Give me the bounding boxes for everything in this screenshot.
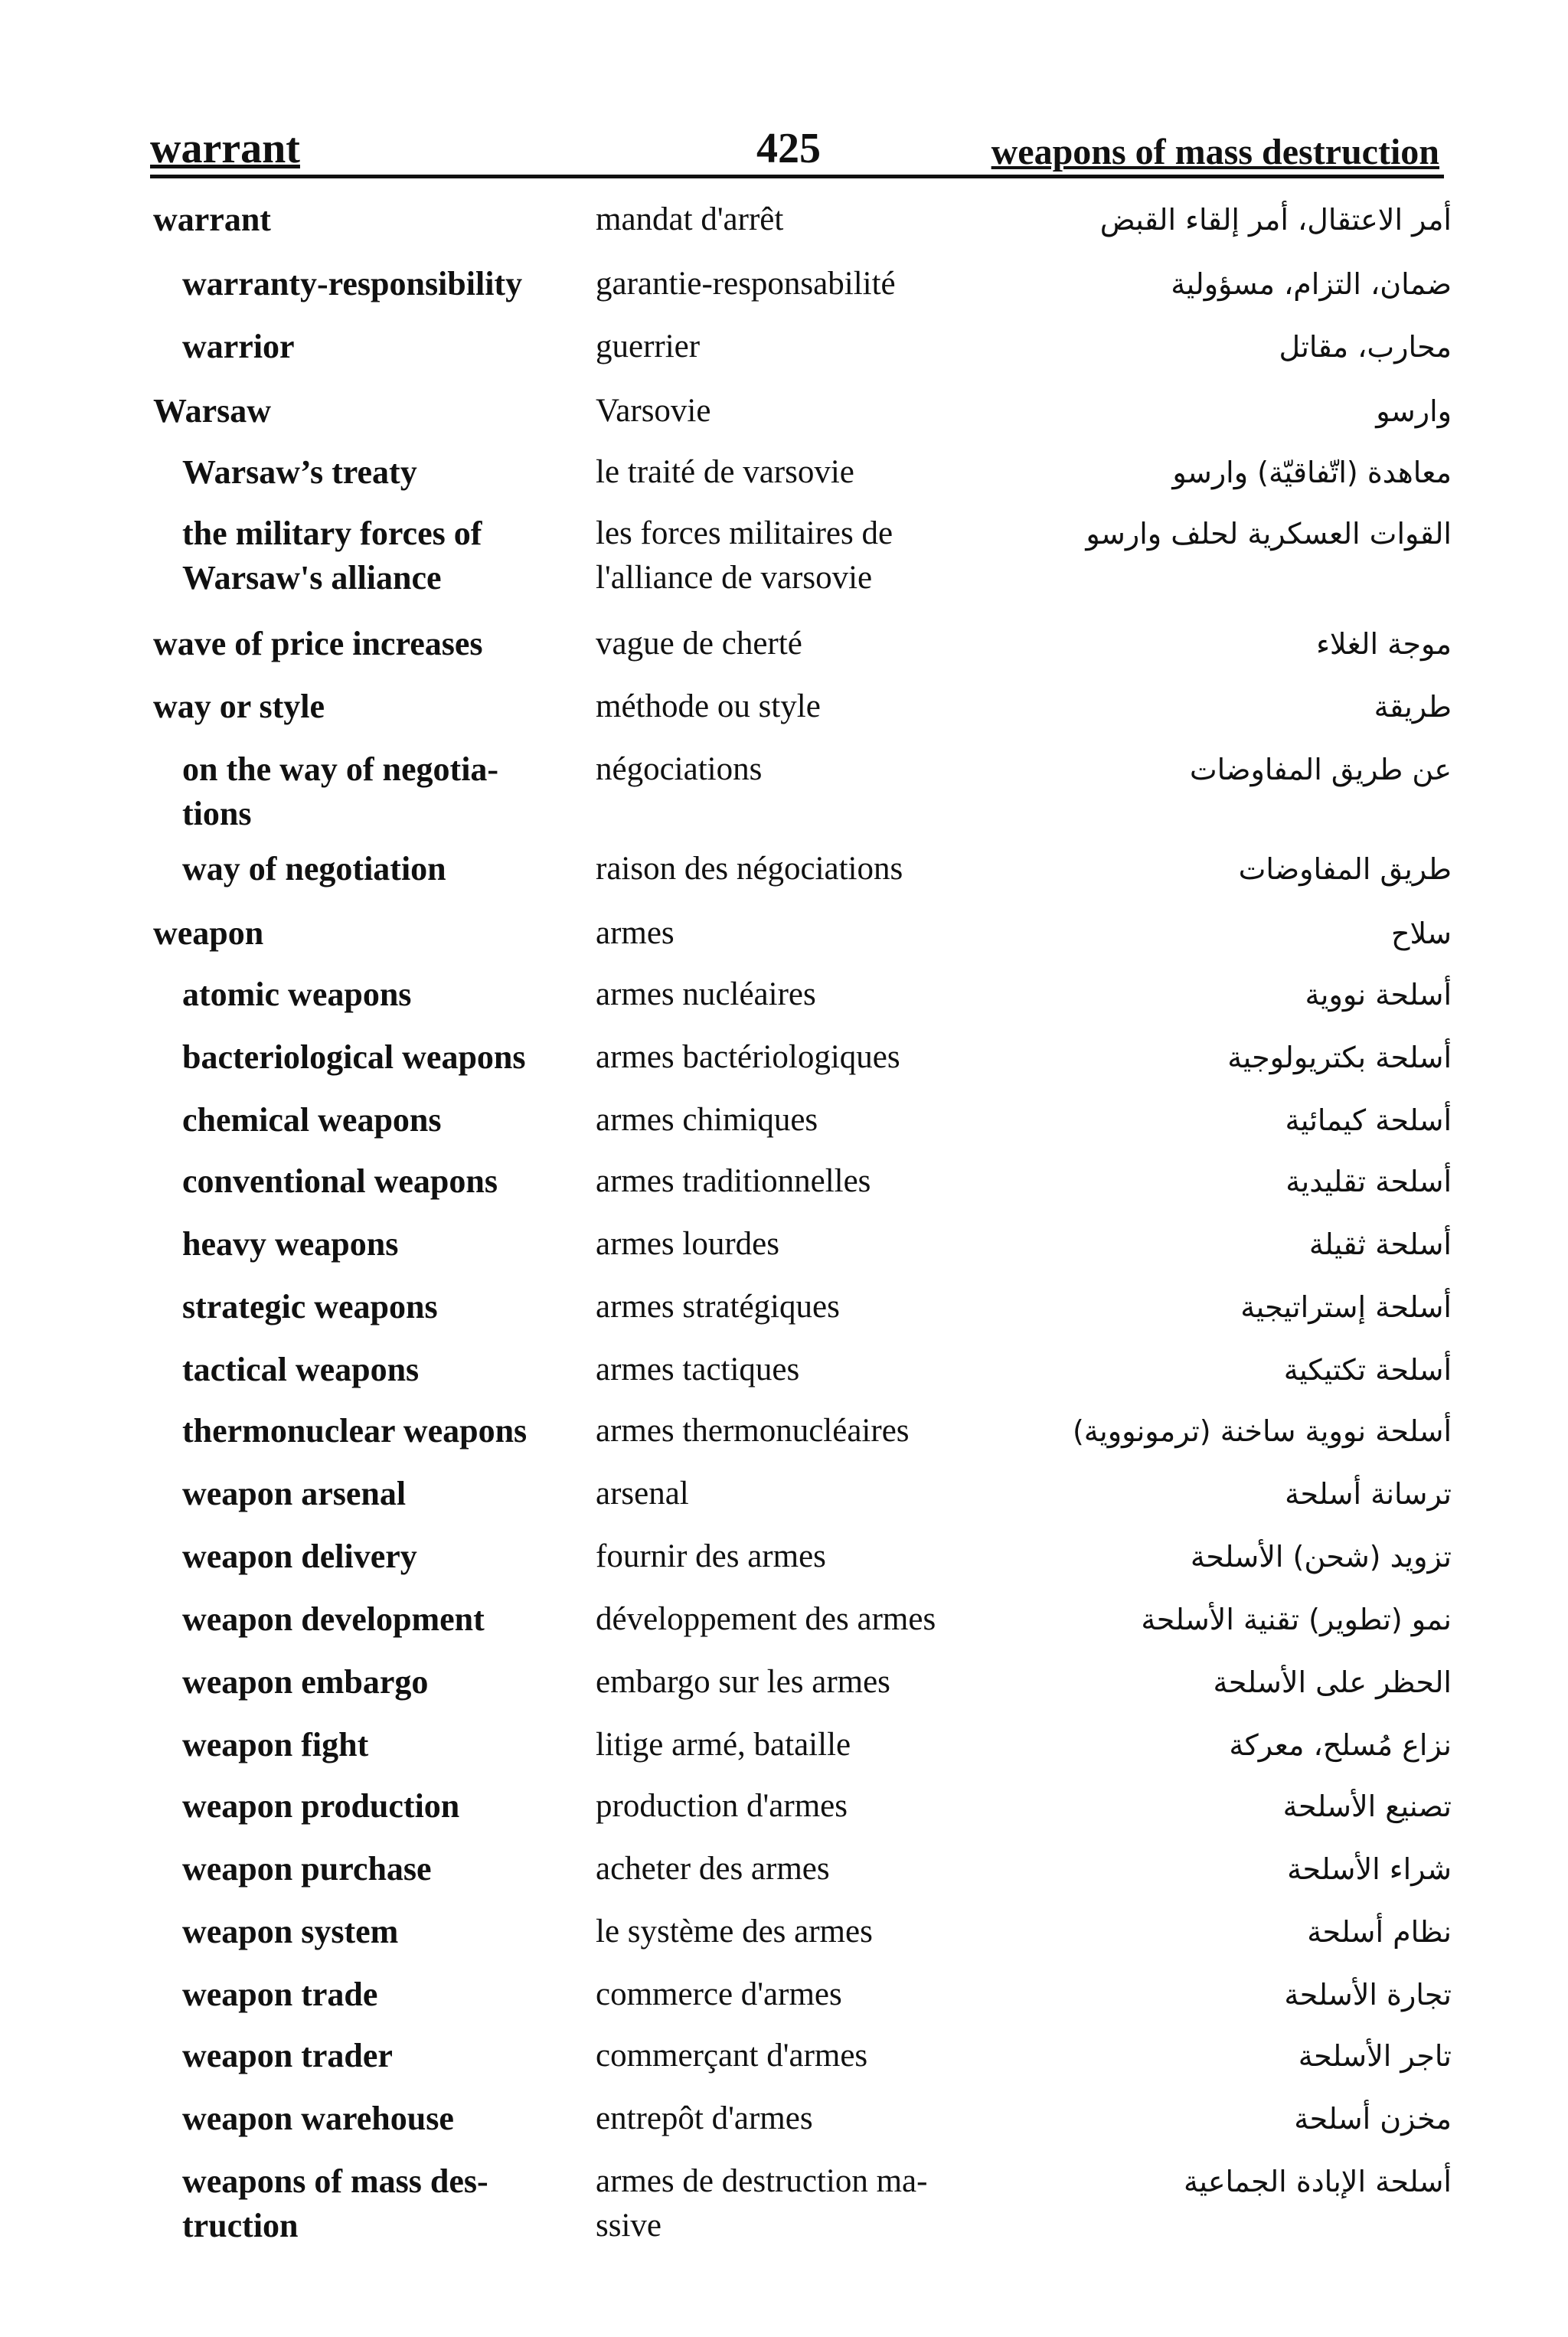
entry-french-translation: entrepôt d'armes [596,2100,813,2136]
entry-french-translation: embargo sur les armes [596,1664,890,1700]
entry-french-translation: guerrier [596,328,701,364]
entry-english-term: Warsaw [153,392,271,430]
entry-arabic-translation: الحظر على الأسلحة [1213,1665,1452,1699]
entry-english-term: bacteriological weapons [182,1038,526,1076]
entry-arabic-translation: معاهدة (اتّفاقيّة) وارسو [1172,456,1452,489]
entry-arabic-translation: شراء الأسلحة [1287,1852,1452,1886]
entry-english-term: weapons of mass des- truction [182,2162,488,2244]
entry-arabic-translation: ضمان، التزام، مسؤولية [1171,267,1452,301]
entry-french-translation: les forces militaires de l'alliance de varsovie [596,515,893,596]
entry-french-translation: le traité de varsovie [596,454,854,490]
entry-arabic-translation: أسلحة تكتيكية [1283,1353,1452,1387]
entry-french-translation: garantie-responsabilité [596,266,896,302]
entry-french-translation: armes bactériologiques [596,1039,900,1075]
entry-english-term: weapon purchase [182,1850,432,1888]
entry-english-term: thermonuclear weapons [182,1412,528,1450]
entry-french-translation: commerce d'armes [596,1976,842,2012]
entry-french-translation: acheter des armes [596,1851,830,1887]
entry-arabic-translation: موجة الغلاء [1316,627,1452,661]
entry-french-translation: mandat d'arrêt [596,201,784,237]
entry-french-translation: développement des armes [596,1601,936,1637]
entry-arabic-translation: محارب، مقاتل [1279,330,1452,364]
entry-arabic-translation: تاجر الأسلحة [1298,2039,1452,2073]
entry-arabic-translation: أسلحة ثقيلة [1308,1227,1452,1261]
entry-english-term: weapon delivery [182,1538,417,1575]
entry-french-translation: Varsovie [596,393,711,429]
entry-arabic-translation: نظام أسلحة [1307,1915,1452,1949]
entry-french-translation: armes traditionnelles [596,1163,871,1199]
entry-arabic-translation: عن طريق المفاوضات [1189,753,1452,786]
entry-arabic-translation: أسلحة الإبادة الجماعية [1184,2165,1452,2198]
entry-french-translation: armes lourdes [596,1226,780,1262]
entry-french-translation: arsenal [596,1476,689,1512]
entry-english-term: conventional weapons [182,1162,498,1200]
entry-english-term: weapon warehouse [182,2100,454,2137]
entry-english-term: weapon production [182,1787,460,1825]
entry-arabic-translation: تزويد (شحن) الأسلحة [1190,1540,1452,1574]
entry-french-translation: fournir des armes [596,1538,826,1574]
entry-english-term: weapon development [182,1600,485,1638]
entry-french-translation: armes [596,915,675,951]
entry-english-term: weapon embargo [182,1663,429,1701]
entry-french-translation: production d'armes [596,1788,848,1824]
entry-english-term: atomic weapons [182,976,412,1013]
entry-french-translation: raison des négociations [596,851,903,887]
entry-arabic-translation: أسلحة كيمائية [1285,1103,1452,1137]
entry-french-translation: armes nucléaires [596,976,816,1012]
entry-english-term: weapon system [182,1913,399,1950]
entry-french-translation: commerçant d'armes [596,2038,868,2074]
entry-french-translation: armes de destruction ma- ssive [596,2163,928,2244]
entry-english-term: wave of price increases [153,625,483,662]
entry-english-term: weapon [153,914,264,952]
entry-english-term: weapon trader [182,2037,393,2074]
entry-english-term: warrior [182,328,295,365]
entry-arabic-translation: أسلحة نووية [1305,978,1452,1012]
entry-french-translation: vague de cherté [596,626,802,662]
entry-french-translation: litige armé, bataille [596,1727,851,1763]
entry-french-translation: armes tactiques [596,1352,800,1387]
entry-arabic-translation: ترسانة أسلحة [1285,1477,1452,1511]
entry-english-term: warrant [153,201,271,238]
entry-french-translation: armes thermonucléaires [596,1413,910,1449]
entry-arabic-translation: أسلحة بكتريولوجية [1227,1041,1452,1074]
entry-english-term: weapon fight [182,1726,369,1763]
entry-english-term: the military forces of Warsaw's alliance [182,515,482,597]
entry-english-term: weapon arsenal [182,1475,407,1512]
entry-arabic-translation: أمر الاعتقال، أمر إلقاء القبض [1099,203,1452,237]
entry-arabic-translation: طريقة [1374,690,1452,724]
entry-arabic-translation: نزاع مُسلح، معركة [1229,1728,1452,1762]
entry-english-term: weapon trade [182,1976,378,2013]
entry-arabic-translation: أسلحة نووية ساخنة (ترمونووية) [1072,1414,1452,1448]
entry-french-translation: le système des armes [596,1914,873,1950]
entry-arabic-translation: القوات العسكرية لحلف وارسو [1086,517,1452,551]
entry-arabic-translation: تجارة الأسلحة [1284,1978,1452,2012]
entry-english-term: way or style [153,688,325,725]
entry-english-term: heavy weapons [182,1225,399,1263]
entry-arabic-translation: سلاح [1390,917,1452,950]
entry-arabic-translation: طريق المفاوضات [1238,852,1452,886]
page-number: 425 [756,125,821,172]
entry-arabic-translation: تصنيع الأسلحة [1282,1790,1452,1823]
header-left-guide-word: warrant [150,125,300,172]
entry-french-translation: méthode ou style [596,688,821,724]
entry-english-term: chemical weapons [182,1101,442,1139]
header-right-guide-word: weapons of mass destruction [991,132,1439,172]
entry-french-translation: armes chimiques [596,1102,818,1138]
entry-arabic-translation: وارسو [1376,394,1452,428]
entry-english-term: on the way of negotia- tions [182,750,499,832]
entry-arabic-translation: أسلحة إستراتيجية [1240,1290,1452,1324]
entry-french-translation: négociations [596,751,763,787]
entry-english-term: tactical weapons [182,1351,420,1388]
entry-english-term: strategic weapons [182,1288,438,1325]
entry-english-term: way of negotiation [182,850,446,887]
entry-english-term: Warsaw’s treaty [182,453,417,491]
entry-arabic-translation: نمو (تطوير) تقنية الأسلحة [1141,1603,1452,1636]
entry-arabic-translation: أسلحة تقليدية [1285,1165,1452,1198]
entry-arabic-translation: مخزن أسلحة [1294,2102,1452,2136]
entry-english-term: warranty-responsibility [182,265,523,302]
entry-french-translation: armes stratégiques [596,1289,840,1325]
